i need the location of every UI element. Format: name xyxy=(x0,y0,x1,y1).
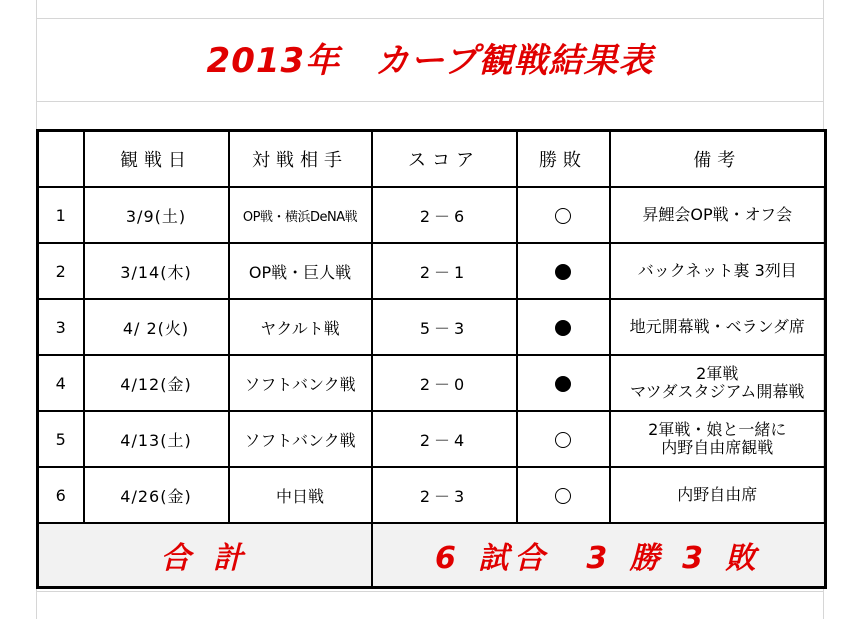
game-date[interactable]: 3/9(土) xyxy=(84,187,229,243)
note-line: 2軍戦・娘と一緒に xyxy=(648,420,787,439)
header-row xyxy=(38,131,826,188)
game-date[interactable]: 4/13(土) xyxy=(84,411,229,467)
note-line: 2軍戦 xyxy=(696,364,739,383)
result-cell[interactable] xyxy=(517,467,610,523)
row-number[interactable]: 2 xyxy=(38,243,84,299)
header-date[interactable]: 観戦日 xyxy=(84,131,229,188)
filled-circle-icon xyxy=(555,376,571,392)
score[interactable]: 2－3 xyxy=(372,467,517,523)
open-circle-icon xyxy=(555,208,571,224)
opponent[interactable]: ソフトバンク戦 xyxy=(229,411,372,467)
result-cell[interactable] xyxy=(517,411,610,467)
opponent[interactable]: OP戦・横浜DeNA戦 xyxy=(229,187,372,243)
filled-circle-icon xyxy=(555,264,571,280)
score[interactable]: 2－6 xyxy=(372,187,517,243)
game-date[interactable]: 4/26(金) xyxy=(84,467,229,523)
note-cell[interactable] xyxy=(610,355,826,411)
header-result[interactable]: 勝敗 xyxy=(517,131,610,188)
opponent[interactable]: 中日戦 xyxy=(229,467,372,523)
open-circle-icon xyxy=(555,432,571,448)
note-cell[interactable] xyxy=(610,467,826,523)
note-cell[interactable] xyxy=(610,243,826,299)
row-number[interactable]: 6 xyxy=(38,467,84,523)
note-line: バックネット裏 3列目 xyxy=(637,261,797,280)
opponent[interactable]: OP戦・巨人戦 xyxy=(229,243,372,299)
note-line: 昇鯉会OP戦・オフ会 xyxy=(642,205,793,224)
row-number[interactable]: 4 xyxy=(38,355,84,411)
table-row xyxy=(38,187,826,243)
table-row xyxy=(38,411,826,467)
total-label[interactable]: 合 計 xyxy=(38,523,372,588)
total-row xyxy=(38,523,826,588)
game-date[interactable]: 4/ 2(火) xyxy=(84,299,229,355)
row-number[interactable]: 5 xyxy=(38,411,84,467)
table-row xyxy=(38,467,826,523)
filled-circle-icon xyxy=(555,320,571,336)
note-line: 地元開幕戦・ベランダ席 xyxy=(629,317,805,336)
note-line: 内野自由席観戦 xyxy=(661,438,774,457)
opponent[interactable]: ヤクルト戦 xyxy=(229,299,372,355)
table-row xyxy=(38,355,826,411)
open-circle-icon xyxy=(555,488,571,504)
row-number[interactable]: 1 xyxy=(38,187,84,243)
grid-line xyxy=(37,101,823,102)
grid-line xyxy=(37,18,823,19)
results-table xyxy=(36,129,827,589)
game-date[interactable]: 4/12(金) xyxy=(84,355,229,411)
note-cell[interactable] xyxy=(610,187,826,243)
header-score[interactable]: スコア xyxy=(372,131,517,188)
note-line: マツダスタジアム開幕戦 xyxy=(630,382,805,401)
table-row xyxy=(38,243,826,299)
score[interactable]: 2－0 xyxy=(372,355,517,411)
game-date[interactable]: 3/14(木) xyxy=(84,243,229,299)
result-cell[interactable] xyxy=(517,299,610,355)
score[interactable]: 2－4 xyxy=(372,411,517,467)
page-title: 2013年 カープ観戦結果表 xyxy=(206,41,654,81)
note-cell[interactable] xyxy=(610,411,826,467)
score[interactable]: 5－3 xyxy=(372,299,517,355)
result-cell[interactable] xyxy=(517,243,610,299)
header-no[interactable] xyxy=(38,131,84,188)
table-row xyxy=(38,299,826,355)
header-opponent[interactable]: 対戦相手 xyxy=(229,131,372,188)
total-summary[interactable]: 6 試合 3 勝 3 敗 xyxy=(372,523,826,588)
result-cell[interactable] xyxy=(517,187,610,243)
grid-line xyxy=(37,591,823,592)
opponent[interactable]: ソフトバンク戦 xyxy=(229,355,372,411)
result-cell[interactable] xyxy=(517,355,610,411)
note-line: 内野自由席 xyxy=(677,485,758,504)
header-note[interactable]: 備考 xyxy=(610,131,826,188)
note-cell[interactable] xyxy=(610,299,826,355)
score[interactable]: 2－1 xyxy=(372,243,517,299)
row-number[interactable]: 3 xyxy=(38,299,84,355)
